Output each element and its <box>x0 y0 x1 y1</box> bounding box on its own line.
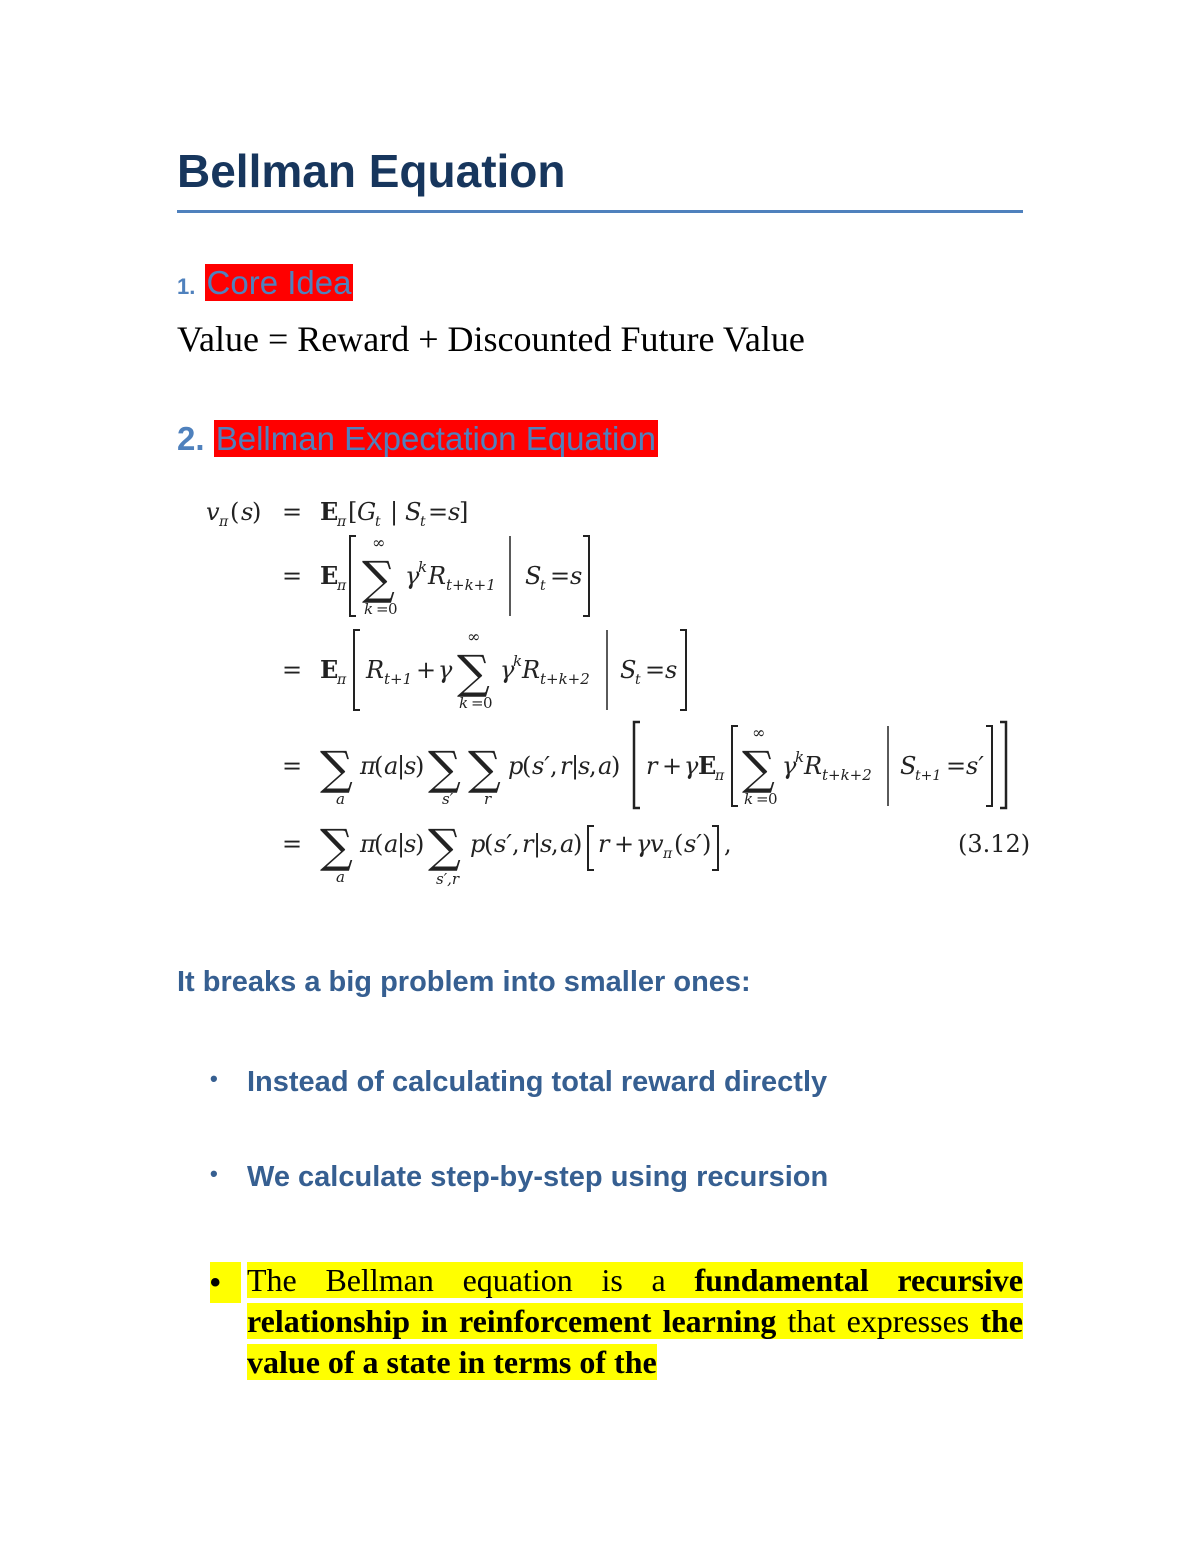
svg-text:0: 0 <box>483 694 493 712</box>
svg-text:t: t <box>635 672 641 688</box>
svg-text:): ) <box>252 498 262 526</box>
svg-text:t+k+2: t+k+2 <box>540 670 590 688</box>
svg-text:]: ] <box>459 498 469 526</box>
svg-text:γ: γ <box>684 752 699 780</box>
svg-text:r: r <box>484 790 492 808</box>
svg-text:|: | <box>390 498 399 526</box>
svg-text:π: π <box>337 514 347 530</box>
svg-text:=: = <box>550 562 571 590</box>
svg-text:(: ( <box>674 830 684 858</box>
svg-text:s: s <box>404 752 417 780</box>
paragraph-bold-2: the value of a state in terms of the <box>247 1303 1023 1380</box>
svg-text:π: π <box>360 830 376 858</box>
core-idea-text: Value = Reward + Discounted Future Value <box>177 319 805 359</box>
svg-text:s′: s′ <box>684 830 702 858</box>
lead-sentence: It breaks a big problem into smaller ones: <box>177 966 751 998</box>
svg-text:=: = <box>282 562 303 590</box>
svg-text:=: = <box>282 498 303 526</box>
svg-text:γ: γ <box>438 656 453 684</box>
svg-text:,: , <box>512 830 520 858</box>
equation-number: (3.12) <box>958 830 1030 858</box>
svg-text:s: s <box>665 656 678 684</box>
svg-text:s′,r: s′,r <box>436 870 460 888</box>
svg-text:): ) <box>415 830 425 858</box>
svg-text:π: π <box>219 514 229 530</box>
svg-text:π: π <box>337 672 347 688</box>
svg-text:(: ( <box>374 830 384 858</box>
svg-text:k: k <box>459 694 469 712</box>
svg-text:t+1: t+1 <box>384 670 413 688</box>
svg-text:k: k <box>364 600 374 618</box>
bullet-text: Instead of calculating total reward directly <box>247 1066 828 1098</box>
section-1-heading <box>177 258 353 312</box>
svg-text:a: a <box>384 752 399 780</box>
svg-text:v: v <box>650 830 664 858</box>
svg-text:∞: ∞ <box>372 533 386 552</box>
svg-text:t: t <box>375 514 381 530</box>
svg-text:=: = <box>282 752 303 780</box>
svg-text:k: k <box>744 790 754 808</box>
svg-text:γ: γ <box>405 562 420 590</box>
bullet-dot: • <box>210 1161 218 1186</box>
svg-text:(: ( <box>484 830 494 858</box>
svg-text:R: R <box>522 656 541 684</box>
svg-text:t+k+2: t+k+2 <box>822 766 872 784</box>
svg-text:p: p <box>508 752 524 780</box>
svg-text:v: v <box>206 498 220 526</box>
svg-text:s′: s′ <box>442 790 454 808</box>
svg-text:∑: ∑ <box>320 819 353 873</box>
svg-text:s′: s′ <box>494 830 512 858</box>
svg-text:|: | <box>397 752 406 780</box>
svg-text:0: 0 <box>388 600 398 618</box>
svg-text:k: k <box>795 748 805 766</box>
svg-text:r: r <box>598 830 610 858</box>
svg-text:|: | <box>571 752 580 780</box>
svg-text:S: S <box>900 752 917 780</box>
svg-text:,: , <box>589 752 597 780</box>
svg-text:R: R <box>366 656 385 684</box>
svg-text:a: a <box>598 752 613 780</box>
svg-text:∑: ∑ <box>457 645 490 699</box>
paragraph-text-1: The Bellman equation is a <box>247 1262 695 1298</box>
svg-text:=: = <box>428 498 449 526</box>
svg-text:(: ( <box>230 498 240 526</box>
section-2-heading <box>177 414 658 464</box>
equation-svg <box>200 486 1030 896</box>
svg-text:): ) <box>702 830 712 858</box>
svg-text:+: + <box>614 830 635 858</box>
svg-text:t: t <box>420 514 426 530</box>
svg-text:t+1: t+1 <box>915 768 942 784</box>
bullet-dot: • <box>210 1066 218 1091</box>
svg-text:s: s <box>578 752 591 780</box>
svg-text:s: s <box>540 830 553 858</box>
svg-text:π: π <box>715 768 725 784</box>
bellman-equation-image <box>200 486 1030 896</box>
svg-text:): ) <box>573 830 583 858</box>
section-1-number: 1. <box>177 274 196 299</box>
page-title: Bellman Equation <box>177 145 566 197</box>
svg-text:t+k+1: t+k+1 <box>446 576 496 594</box>
svg-text:S: S <box>525 562 542 590</box>
svg-text:S: S <box>405 498 422 526</box>
svg-text:∑: ∑ <box>428 819 461 873</box>
svg-text:E: E <box>698 751 717 780</box>
svg-text:s: s <box>570 562 583 590</box>
svg-text:k: k <box>418 558 428 576</box>
svg-text:p: p <box>470 830 486 858</box>
section-2-number: 2. <box>177 420 205 457</box>
svg-text:=: = <box>946 752 967 780</box>
svg-text:a: a <box>384 830 399 858</box>
section-2-title: Bellman Expectation Equation <box>215 420 656 457</box>
svg-text:∑: ∑ <box>362 551 395 605</box>
svg-text:): ) <box>415 752 425 780</box>
svg-text:∞: ∞ <box>752 723 766 742</box>
svg-text:π: π <box>337 578 347 594</box>
svg-text:=: = <box>282 830 303 858</box>
svg-text:s′: s′ <box>966 752 984 780</box>
svg-text:r: r <box>646 752 658 780</box>
svg-text:R: R <box>428 562 447 590</box>
svg-text:s: s <box>404 830 417 858</box>
svg-text:a: a <box>336 868 345 886</box>
svg-text:k: k <box>513 652 523 670</box>
svg-text:+: + <box>416 656 437 684</box>
svg-text:,: , <box>551 830 559 858</box>
svg-text:∞: ∞ <box>467 627 481 646</box>
svg-text:γ: γ <box>500 656 515 684</box>
svg-text:a: a <box>336 790 345 808</box>
svg-text:r: r <box>560 752 572 780</box>
svg-text:=: = <box>376 600 389 618</box>
svg-text:S: S <box>620 656 637 684</box>
svg-text:+: + <box>662 752 683 780</box>
svg-text:E: E <box>320 497 339 526</box>
svg-text:|: | <box>533 830 542 858</box>
svg-text:∑: ∑ <box>428 741 461 795</box>
svg-text:,: , <box>550 752 558 780</box>
svg-text:s: s <box>448 498 461 526</box>
bullet-dot-highlighted: • <box>210 1262 241 1303</box>
svg-text:r: r <box>522 830 534 858</box>
svg-text:∑: ∑ <box>320 741 353 795</box>
paragraph-bold-1: fundamental recursive relationship in reinforcement learning <box>247 1262 1024 1339</box>
svg-text:t: t <box>540 578 546 594</box>
svg-text:=: = <box>282 656 303 684</box>
svg-text:∑: ∑ <box>468 741 501 795</box>
svg-text:=: = <box>645 656 666 684</box>
svg-text:(: ( <box>374 752 384 780</box>
svg-text:∑: ∑ <box>742 741 775 795</box>
svg-text:E: E <box>320 561 339 590</box>
svg-text:s′: s′ <box>532 752 550 780</box>
title-underline <box>177 210 1023 213</box>
svg-text:[: [ <box>348 498 358 526</box>
svg-text:E: E <box>320 655 339 684</box>
svg-text:π: π <box>663 846 673 862</box>
bellman-definition-paragraph <box>247 1260 1023 1383</box>
svg-text:G: G <box>357 498 377 526</box>
paragraph-text-2: that expresses <box>776 1303 981 1339</box>
svg-text:,: , <box>724 830 732 858</box>
svg-text:a: a <box>560 830 575 858</box>
svg-text:(: ( <box>522 752 532 780</box>
svg-text:=: = <box>471 694 484 712</box>
svg-text:|: | <box>397 830 406 858</box>
svg-text:π: π <box>360 752 376 780</box>
svg-text:): ) <box>611 752 621 780</box>
section-1-title: Core Idea <box>206 264 352 301</box>
svg-text:γ: γ <box>636 830 651 858</box>
bullet-text: We calculate step-by-step using recursion <box>247 1161 829 1193</box>
svg-text:γ: γ <box>782 752 797 780</box>
svg-text:0: 0 <box>768 790 778 808</box>
svg-text:s: s <box>241 498 254 526</box>
svg-text:R: R <box>804 752 823 780</box>
svg-text:=: = <box>756 790 769 808</box>
